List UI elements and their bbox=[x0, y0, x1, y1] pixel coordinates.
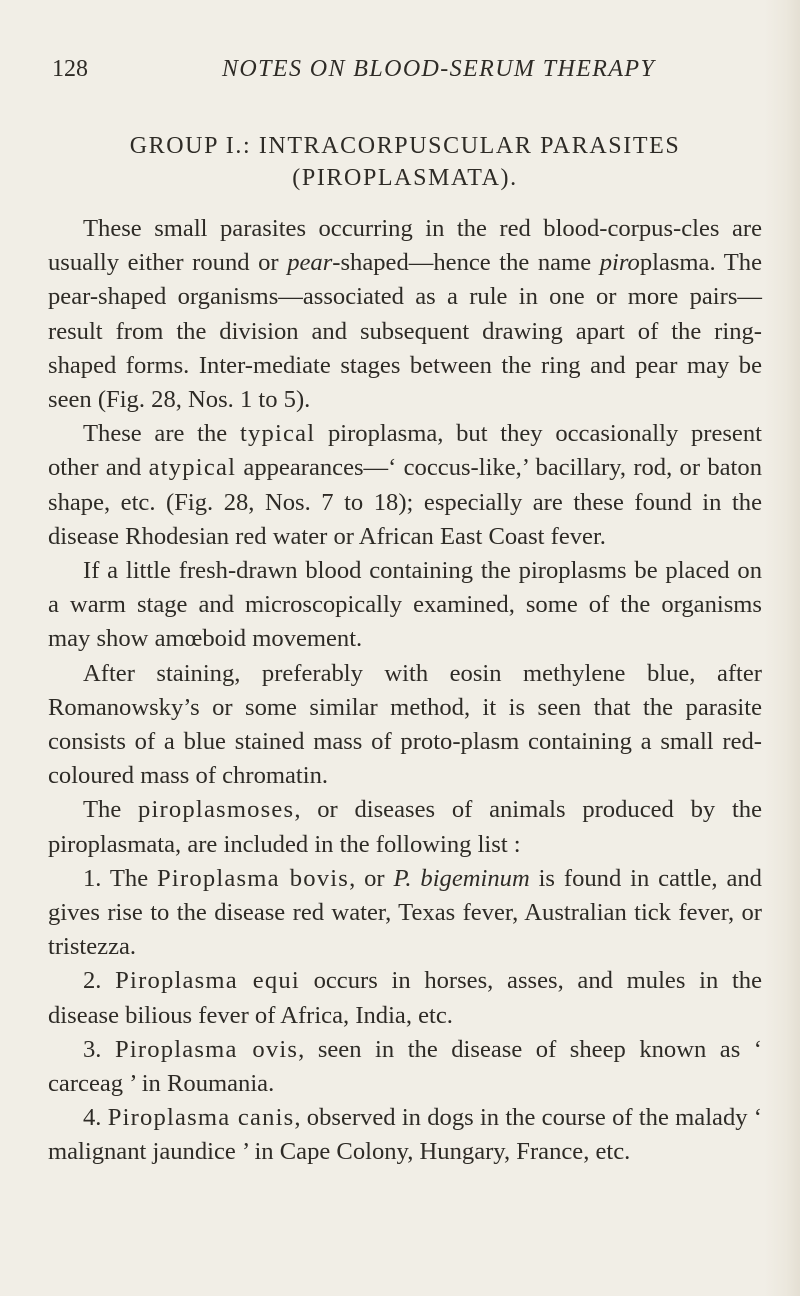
text-run: appearances—‘ coccus-like,’ bacillary, rod, or baton shape, etc. (Fig. 28, Nos. 7 to 18); especially are these found in the disease Rhodesian red water or African East Coast fever. bbox=[48, 454, 762, 550]
paragraph-1 bbox=[48, 212, 762, 417]
text-run: If a little fresh-drawn blood containing the piroplasms be placed on a warm stage and microscopically examined, some of the organisms may show amœboid movement. bbox=[48, 557, 762, 653]
paragraph-5 bbox=[48, 793, 762, 861]
spaced-emphasis: atypical bbox=[148, 454, 237, 482]
page-number: 128 bbox=[52, 56, 88, 82]
page-edge-shadow bbox=[764, 0, 800, 1296]
text-run: 2. bbox=[83, 967, 116, 995]
text-run: The bbox=[83, 796, 138, 824]
text-run: piroplasma, but they occasionally present other and bbox=[48, 420, 762, 482]
running-head bbox=[52, 46, 758, 86]
list-item-4 bbox=[48, 1101, 762, 1169]
paragraph-2 bbox=[48, 417, 762, 554]
running-title: NOTES ON BLOOD-SERUM THERAPY bbox=[222, 56, 656, 82]
text-run: 3. bbox=[83, 1035, 115, 1063]
spaced-emphasis: typical bbox=[239, 420, 316, 448]
spaced-emphasis: piroplasmoses bbox=[138, 796, 295, 824]
list-item-1 bbox=[48, 862, 762, 965]
body-text bbox=[48, 212, 762, 1170]
text-run: These are the bbox=[83, 420, 240, 448]
text-run: occurs in horses, asses, and mules in the disease bilious fever of Africa, India, etc. bbox=[48, 967, 762, 1029]
species-name: Piroplasma ovis bbox=[114, 1035, 299, 1063]
text-run: 1. The bbox=[83, 864, 158, 892]
list-item-3 bbox=[48, 1033, 762, 1101]
emphasis: pear bbox=[287, 249, 333, 277]
heading-line-1: GROUP I.: INTRACORPUSCULAR PARASITES bbox=[129, 133, 681, 159]
text-run: , seen in the disease of sheep known as ‘ carceag ’ in Roumania. bbox=[48, 1035, 762, 1098]
text-run: These small parasites occurring in the red blood-corpus-cles are usually either round or bbox=[48, 215, 762, 277]
text-run: , or diseases of animals produced by the piroplasmata, are included in the following list : bbox=[48, 796, 762, 858]
text-run: , or bbox=[349, 864, 394, 892]
text-run: plasma. The pear-shaped organisms—associated as a rule in one or more pairs—result from the division and subsequent drawing apart of the ring-shaped forms. Inter-mediate stages between the ring and pear may be seen (Fig. 28, Nos. 1 to 5). bbox=[48, 249, 762, 414]
text-run: is found in cattle, and gives rise to the disease red water, Texas fever, Australian tick fever, or tristezza. bbox=[48, 864, 762, 961]
text-run: , observed in dogs in the course of the malady ‘ malignant jaundice ’ in Cape Colony, Hungary, France, etc. bbox=[48, 1104, 762, 1166]
text-run: 4. bbox=[83, 1104, 108, 1132]
paragraph-3 bbox=[48, 554, 762, 657]
species-name: Piroplasma equi bbox=[115, 967, 300, 995]
species-name: Piroplasma bovis bbox=[157, 864, 350, 892]
emphasis: P. bigeminum bbox=[393, 864, 530, 892]
section-heading bbox=[52, 130, 758, 194]
text-run: -shaped—hence the name bbox=[332, 249, 600, 277]
species-name: Piroplasma canis bbox=[107, 1104, 295, 1132]
list-item-2 bbox=[48, 964, 762, 1032]
text-run: After staining, preferably with eosin methylene blue, after Romanowsky’s or some similar method, it is seen that the parasite consists of a blue stained mass of proto-plasm containing a small red-coloured mass of chromatin. bbox=[48, 659, 762, 790]
heading-line-2: (PIROPLASMATA). bbox=[292, 165, 518, 191]
emphasis: piro bbox=[599, 249, 640, 277]
paragraph-4 bbox=[48, 657, 762, 794]
